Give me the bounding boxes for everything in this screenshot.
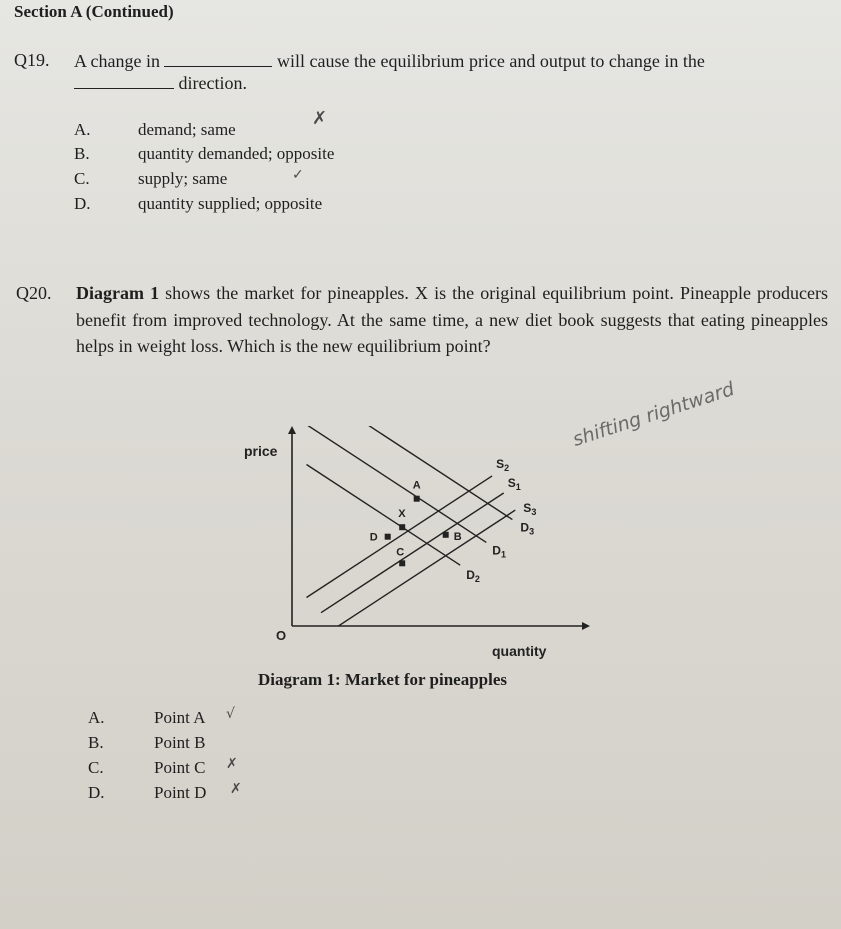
q19-stem-line2	[74, 72, 247, 94]
curve-label-letter: D	[466, 568, 475, 583]
handwritten-cross-mark-icon: ✗	[226, 756, 238, 772]
curve-label-s2	[496, 457, 509, 473]
option-text: quantity demanded; opposite	[138, 144, 335, 163]
option-text: Point C	[154, 758, 206, 777]
q20-stem	[76, 280, 828, 360]
handwritten-cross-mark-icon: ✗	[230, 781, 242, 797]
diagram-1-supply-demand-chart	[236, 408, 596, 663]
curve-label-letter: S	[523, 501, 532, 516]
curve-label-letter: S	[507, 476, 516, 490]
curve-label-subscript: 2	[504, 462, 510, 473]
q20-option-a[interactable]	[88, 708, 328, 732]
option-letter: A.	[88, 708, 105, 727]
equilibrium-point-a	[414, 496, 420, 502]
curve-label-subscript: 3	[531, 507, 537, 518]
q19-option-c[interactable]	[74, 169, 494, 193]
option-text: Point B	[154, 733, 206, 752]
handwritten-cross-mark-icon: ✗	[312, 108, 328, 129]
equilibrium-point-c	[399, 560, 405, 566]
handwritten-check-mark-icon: √	[226, 706, 235, 722]
section-title: Section A (Continued)	[14, 2, 174, 21]
equilibrium-point-b	[443, 532, 449, 538]
curve-label-letter: D	[520, 520, 530, 535]
origin-label: O	[276, 628, 287, 643]
handwritten-margin-note: shifting rightward	[570, 377, 738, 451]
q20-number: Q20.	[16, 283, 52, 303]
curve-label-subscript: 3	[529, 526, 535, 537]
q20-diagram-reference: Diagram 1	[76, 283, 160, 303]
curve-d1	[307, 425, 487, 543]
curve-label-subscript: 1	[515, 482, 521, 492]
q19-blank-2[interactable]	[74, 72, 174, 89]
curve-label-d2	[466, 568, 480, 584]
point-label-x: X	[398, 508, 406, 521]
equilibrium-point-d	[385, 534, 391, 540]
option-letter: C.	[88, 758, 104, 777]
option-text: quantity supplied; opposite	[138, 194, 323, 213]
q19-option-d[interactable]	[74, 194, 494, 218]
point-label-a: A	[412, 479, 421, 492]
y-axis-label: price	[244, 443, 278, 459]
option-text: Point D	[154, 783, 207, 802]
curve-s2	[307, 476, 493, 598]
curve-label-letter: S	[496, 456, 505, 471]
option-text: Point A	[154, 708, 206, 727]
diagram-caption: Diagram 1: Market for pineapples	[258, 670, 507, 689]
q19-stem-part2: will cause the equilibrium price and output to change in the	[276, 51, 705, 71]
q20-option-d[interactable]	[88, 783, 328, 807]
curve-s1	[321, 493, 504, 613]
option-letter: B.	[74, 144, 90, 163]
q19-option-b[interactable]	[74, 144, 494, 168]
x-axis-arrow-icon	[582, 622, 590, 630]
y-axis-arrow-icon	[288, 426, 296, 434]
x-axis-label: quantity	[492, 643, 547, 659]
point-label-d: D	[369, 531, 378, 544]
curve-s3	[336, 510, 516, 628]
curve-label-d1	[492, 543, 506, 559]
q19-stem-line1	[74, 50, 705, 72]
curve-label-d3	[520, 521, 534, 537]
equilibrium-point-x	[399, 524, 405, 530]
q20-stem-text: shows the market for pineapples. X is the original equilibrium point. Pineapple producers benefit from improved technology. At the same time, a new diet book suggests that eating pineapples helps in weight loss. Which is the new equilibrium point?	[76, 283, 829, 356]
curve-d2	[307, 465, 461, 566]
curve-d3	[307, 408, 513, 520]
option-text: demand; same	[138, 120, 236, 139]
curve-label-s1	[508, 476, 521, 492]
option-letter: D.	[88, 783, 105, 802]
curve-label-subscript: 1	[500, 549, 506, 560]
point-label-b: B	[453, 530, 462, 543]
q19-blank-1[interactable]	[164, 50, 272, 67]
q19-number: Q19.	[14, 50, 50, 70]
curve-label-letter: D	[492, 543, 501, 558]
option-text: supply; same	[138, 169, 228, 188]
q20-option-c[interactable]	[88, 758, 328, 782]
q20-option-b[interactable]	[88, 733, 328, 757]
option-letter: A.	[74, 120, 91, 139]
curve-label-subscript: 2	[474, 574, 480, 585]
q19-stem-part3: direction.	[178, 73, 247, 93]
handwritten-check-mark-icon: ✓	[292, 167, 304, 183]
curve-label-s3	[523, 501, 536, 517]
option-letter: C.	[74, 169, 90, 188]
point-label-c: C	[396, 546, 405, 559]
q19-option-a[interactable]	[74, 108, 494, 144]
option-letter: D.	[74, 194, 91, 213]
q19-stem-part1: A change in	[74, 51, 160, 71]
option-letter: B.	[88, 733, 104, 752]
